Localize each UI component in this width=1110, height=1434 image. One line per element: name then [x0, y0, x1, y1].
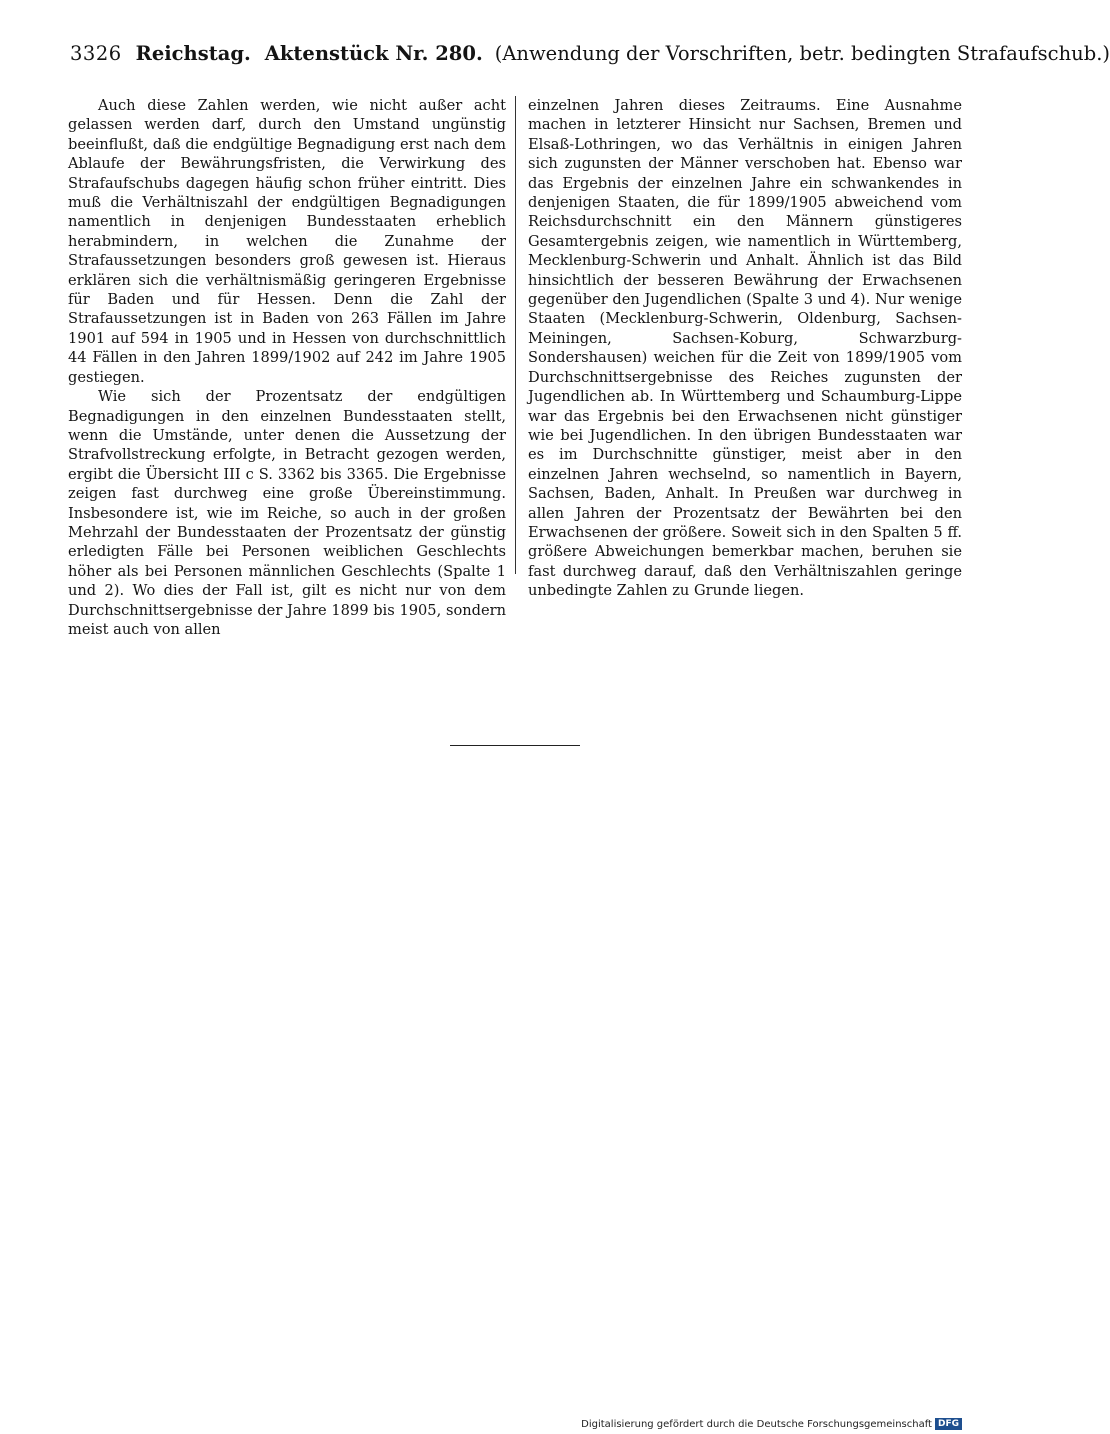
document-number-prefix: Aktenstück Nr.	[264, 42, 429, 65]
document-number-value: 280.	[435, 42, 483, 65]
end-rule	[450, 745, 580, 746]
document-number	[265, 42, 483, 65]
page-header	[70, 42, 1110, 76]
paragraph: einzelnen Jahren dieses Zeitraums. Eine Ausnahme machen in letzterer Hinsicht nur Sachsen, Bremen und Elsaß-Lothringen, wo das Verhältnis in einigen Jahren sich zugunsten der Männer verschoben hat. Ebenso war das Ergebnis der einzelnen Jahre ein schwankendes in denjenigen Staaten, die für 1899/1905 abweichend vom Reichsdurchschnitt ein den Männern günstigeres Gesamtergebnis zeigen, wie namentlich in Württemberg, Mecklenburg-Schwerin und Anhalt. Ähnlich ist das Bild hinsichtlich der besseren Bewährung der Erwachsenen gegenüber den Jugendlichen (Spalte 3 und 4). Nur wenige Staaten (Mecklenburg-Schwerin, Oldenburg, Sachsen-Meiningen, Sachsen-Koburg, Schwarzburg-Sondershausen) weichen für die Zeit von 1899/1905 vom Durchschnittsergebnisse des Reiches zugunsten der Jugendlichen ab. In Württemberg und Schaumburg-Lippe war das Ergebnis bei den Erwachsenen nicht günstiger wie bei Jugendlichen. In den übrigen Bundesstaaten war es im Durchschnitte günstiger, meist aber in den einzelnen Jahren wechselnd, so namentlich in Bayern, Sachsen, Baden, Anhalt. In Preußen war durchweg in allen Jahren der Prozentsatz der Bewährten bei den Erwachsenen der größere. Soweit sich in den Spalten 5 ff. größere Abweichungen bemerkbar machen, beruhen sie fast durchweg darauf, daß den Verhältniszahlen geringe unbedingte Zahlen zu Grunde liegen.	[528, 97, 962, 600]
page-number: 3326	[70, 42, 122, 65]
paragraph: Auch diese Zahlen werden, wie nicht außer acht gelassen werden darf, durch den Umstand ungünstig beeinflußt, daß die endgültige Begnadigung erst nach dem Ablaufe der Bewährungsfristen, die Verwirkung des Strafaufschubs dagegen häufig schon früher eintritt. Dies muß die Verhältniszahl der endgültigen Begnadigungen namentlich in denjenigen Bundesstaaten erheblich herabmindern, in welchen die Zunahme der Strafaussetzungen besonders groß gewesen ist. Hieraus erklären sich die verhältnismäßig geringeren Ergebnisse für Baden und für Hessen. Denn die Zahl der Strafaussetzungen ist in Baden von 263 Fällen im Jahre 1901 auf 594 in 1905 und in Hessen von durchschnittlich 44 Fällen in den Jahren 1899/1902 auf 242 im Jahre 1905 gestiegen.	[68, 97, 506, 386]
dfg-logo: DFG	[935, 1418, 962, 1430]
footer-credit: Digitalisierung gefördert durch die Deutsche Forschungsgemeinschaft	[581, 1418, 932, 1430]
right-column	[528, 96, 962, 601]
footer	[581, 1418, 962, 1430]
page-subject: (Anwendung der Vorschriften, betr. bedingten Strafaufschub.)	[494, 42, 1110, 65]
paragraph: Wie sich der Prozentsatz der endgültigen Begnadigungen in den einzelnen Bundesstaaten stellt, wenn die Umstände, unter denen die Aussetzung der Strafvollstreckung erfolgte, in Betracht gezogen werden, ergibt die Übersicht III c S. 3362 bis 3365. Die Ergebnisse zeigen fast durchweg eine große Übereinstimmung. Insbesondere ist, wie im Reiche, so auch in der großen Mehrzahl der Bundesstaaten der Prozentsatz der günstig erledigten Fälle bei Personen weiblichen Geschlechts höher als bei Personen männlichen Geschlechts (Spalte 1 und 2). Wo dies der Fall ist, gilt es nicht nur von dem Durchschnittsergebnisse der Jahre 1899 bis 1905, sondern meist auch von allen	[68, 388, 506, 638]
page-title: Reichstag.	[135, 42, 251, 65]
column-divider	[515, 96, 516, 574]
left-column	[68, 96, 506, 639]
